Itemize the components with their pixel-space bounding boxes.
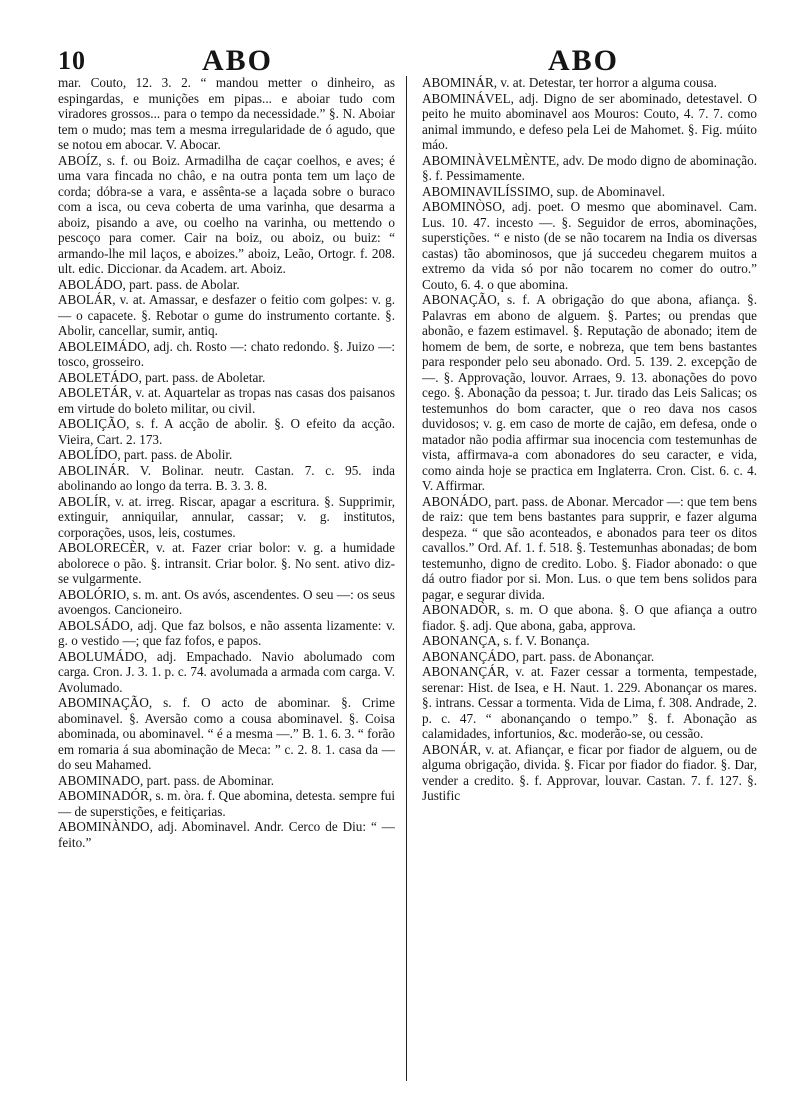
dictionary-entry: ABOMINAÇÃO, s. f. O acto de abominar. §. Crime abominavel. §. Aversão como a cousa abominavel. §. Coisa abominada, ou abominavel. “ é a mesma —.” B. 1. 6. 3. “ forão em romaria á sua abominação de Meca: ” c. 2. 8. 1. casa da — do seu Mahamed. — [58, 695, 395, 772]
dictionary-entry: ABOLETÁDO, part. pass. de Aboletar. — [58, 369, 266, 385]
left-column — [58, 75, 395, 1085]
entry-continuation: mar. Couto, 12. 3. 2. “ mandou metter o dinheiro, as espingardas, e munições em pipas... e aboiar tudo com viradores grossos... para o tempo da necessidade.” §. N. Aboiar tem o mudo; mas tem a mesma irregularidade de ó agudo, que se notou em abocar. V. Abocar. — [58, 75, 395, 152]
page-header — [0, 40, 799, 77]
running-head-left: ABO — [202, 44, 274, 77]
dictionary-entry: ABOLIÇÃO, s. f. A acção de abolir. §. O efeito da acção. Vieira, Cart. 2. 173. — [58, 416, 395, 447]
dictionary-entry: ABOLEIMÁDO, adj. ch. Rosto —: chato redondo. §. Juizo —: tosco, grosseiro. — [58, 338, 395, 369]
dictionary-entry: ABOLORECÈR, v. at. Fazer criar bolor: v. g. a humidade abolorece o pão. §. intransit. Criar bolor. §. No sent. ativo diz-se vulgarmente. — [58, 540, 395, 586]
dictionary-entry: ABOLSÁDO, adj. Que faz bolsos, e não assenta lizamente: v. g. o vestido —; que faz fofos, e papos. — [58, 617, 395, 648]
dictionary-entry: ABONADÒR, s. m. O que abona. §. O que afiança a outro fiador. §. adj. Que abona, gaba, approva. — [422, 602, 757, 633]
dictionary-entry: ABOLÍDO, part. pass. de Abolir. — [58, 447, 233, 462]
dictionary-entry: ABONÁDO, part. pass. de Abonar. Mercador —: que tem bens de raiz: que tem bens bastantes para supprir, e fazer alguma despeza. “ que são aconteados, e abonados para teer os ditos cavallos.” Ord. Af. 1. f. 518. §. Testemunhas abonadas; de bom testemunho, digno de credito. Lobo. §. Fiador abonado: o que dá outro fiador por si. Mon. Lus. o que tem bens solidos para pagar, e segurar divida. — [422, 493, 757, 602]
dictionary-entry: ABOÍZ, s. f. ou Boiz. Armadilha de caçar coelhos, e aves; é uma vara fincada no châo, e na outra ponta tem um laço de corda; dóbra-se a vara, e assênta-se a laçada sobre o buraco com a isca, ou ceva coberta de uma varinha, que desarma a aboiz, pisando a ave, ou coelho na varinha, ou mettendo o pescoço para comer. Cair na boiz, ou aboiz, ou buiz: “ armando-lhe mil laços, e aboizes.” aboiz, Leão, Ortogr. f. 208. ult. edic. Diccionar. da Academ. art. Aboiz. — [58, 152, 395, 276]
running-head-right: ABO — [548, 44, 620, 77]
dictionary-entry: ABOLÁR, v. at. Amassar, e desfazer o feitio com golpes: v. g. — o capacete. §. Rebotar o gume do instrumento cortante. §. Abolir, cancellar, sumir, antiq. — [58, 292, 395, 338]
dictionary-entry: ABOMINÀNDO, adj. Abominavel. Andr. Cerco de Diu: “ — feito.” — [58, 819, 395, 850]
dictionary-entry: ABOMINAVILÍSSIMO, sup. de Abominavel. — [422, 183, 665, 199]
dictionary-entry: ABOMINADO, part. pass. de Abominar. — [58, 772, 275, 788]
dictionary-entry: ABOMINADÓR, s. m. òra. f. Que abomina, detesta. sempre fui — de superstições, e feitiçarias. — [58, 788, 395, 819]
dictionary-entry: ABOLÍR, v. at. irreg. Riscar, apagar a escritura. §. Supprimir, extinguir, anniquilar, annular, cassar; v. g. institutos, corporações, usos, leis, costumes. — [58, 493, 395, 540]
dictionary-entry: ABOMINÁVEL, adj. Digno de ser abominado, detestavel. O peito he muito abominavel aos Mouros: Couto, 4. 7. 7. como animal immundo, e defeso pela Lei de Mahomet. §. Fig. múito máo. — [422, 90, 757, 152]
page-number: 10 — [58, 46, 86, 75]
dictionary-entry: ABONANÇA, s. f. V. Bonança. — [422, 633, 590, 648]
dictionary-entry: ABONANÇÁR, v. at. Fazer cessar a tormenta, tempestade, serenar: Hist. de Isea, e H. Naut. 1. 229. Abonançar os mares. §. intrans. Cessar a tormenta. Vida de Lima, f. 308. Andrade, 2. p. c. 47. “ abonançando o tempo.” §. f. Abonação as calamidades, infortunios, &c. moderão-se, ou cessão. — [422, 664, 757, 741]
dictionary-entry: ABOLÁDO, part. pass. de Abolar. — [58, 276, 240, 292]
column-divider — [406, 76, 407, 1081]
dictionary-entry: ABOMINÒSO, adj. poet. O mesmo que abominavel. Cam. Lus. 10. 47. incesto —. §. Seguidor de erros, abominações, superstições. “ e nisto (de se não tocarem na India os diversas castas) tão abominosos, que já succedeu chegarem muitos a extremo da vida só por não tocarem no comer do outro.” Couto, 6. 4. o que abomina. — [422, 199, 757, 292]
right-column — [422, 75, 757, 1085]
dictionary-entry: ABOMINÁR, v. at. Detestar, ter horror a alguma cousa. — [422, 75, 717, 90]
dictionary-entry: ABOLÓRIO, s. m. ant. Os avós, ascendentes. O seu —: os seus avoengos. Cancioneiro. — [58, 586, 395, 617]
dictionary-entry: ABONANÇÁDO, part. pass. de Abonançar. — [422, 648, 655, 664]
dictionary-entry: ABOLETÁR, v. at. Aquartelar as tropas nas casas dos paisanos em virtude do boleto militar, ou civil. — [58, 385, 395, 416]
dictionary-entry: ABOMINÀVELMÈNTE, adv. De modo digno de abominação. §. f. Pessimamente. — [422, 152, 757, 183]
dictionary-entry: ABONAÇÃO, s. f. A obrigação do que abona, afiança. §. Palavras em abono de alguem. §. Partes; ou prendas que abonão, e fazem estimavel. §. Reputação de abonado; item de homem de bem, de sorte, e nobreza, que tem bens bastantes para responder pelo seu abonado. Ord. 5. 139. 2. excepção de —. §. Approvação, louvor. Arraes, 9. 13. abonações do povo cego. §. Abonação da pessoa; t. Jur. tirado das Leis Salicas; os testemunhos do bom caracter, que o reo dava nos casos duvidosos; v. g. em caso de morte de cajão, em defesa, onde o matador não podia affirmar sua inocencia com testemunhas de vista, affirmava-a com abonadores do seu caracter, e vida, como ainda hoje se practica em Inglaterra. Cron. Cist. 6. c. 4. V. Affirmar. — [422, 292, 757, 493]
dictionary-entry: ABOLINÁR. V. Bolinar. neutr. Castan. 7. c. 95. inda abolinando ao longo da terra. B. 3. 3. 8. — [58, 462, 395, 493]
dictionary-entry: ABOLUMÁDO, adj. Empachado. Navio abolumado com carga. Cron. J. 3. 1. p. c. 74. avolumada a armada com carga. V. Avolumado. — [58, 648, 395, 695]
dictionary-entry: ABONÁR, v. at. Afiançar, e ficar por fiador de alguem, ou de alguma obrigação, divida. §. Ficar por fiador do fiador. §. Dar, vender a credito. §. f. Approvar, louvar. Castan. 7. f. 127. §. Justific — [422, 741, 757, 803]
